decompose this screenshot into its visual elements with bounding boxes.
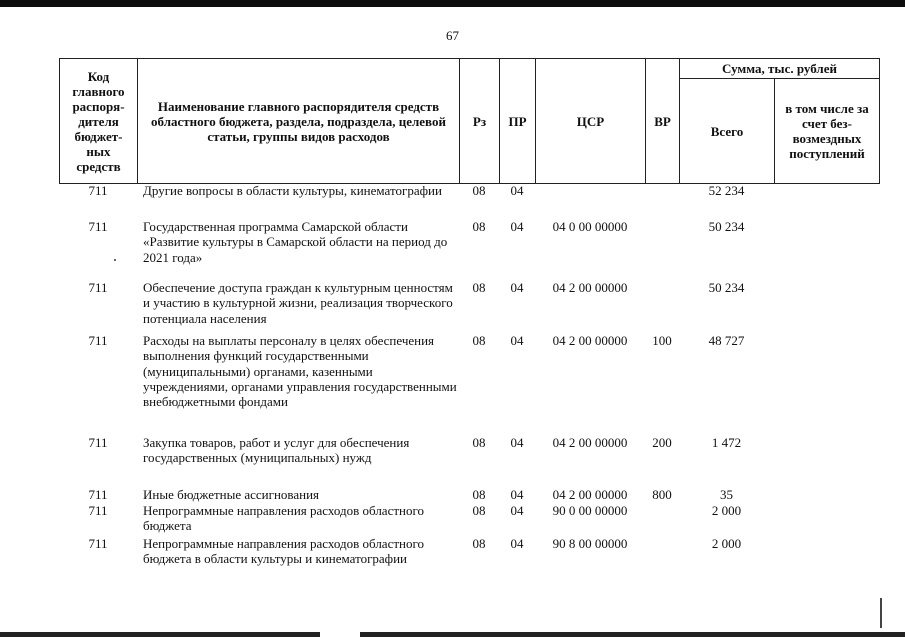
row-total: 2 000 bbox=[711, 503, 742, 518]
scan-edge-mark bbox=[880, 598, 882, 628]
row-rz: 08 bbox=[472, 280, 486, 295]
row-name: Расходы на выплаты персоналу в целях обеспечения выполнения функций государственными (муниципальными) органами, казенными учреждениями, органами управления государственными внебюджетными фондами bbox=[143, 333, 457, 410]
table-row bbox=[59, 183, 879, 219]
row-pr: 04 bbox=[510, 435, 524, 450]
table-row bbox=[59, 487, 879, 503]
row-csr: 04 2 00 00000 bbox=[552, 435, 628, 450]
row-csr: 04 2 00 00000 bbox=[552, 280, 628, 295]
header-rz: Рз bbox=[460, 59, 500, 184]
row-rz: 08 bbox=[472, 487, 486, 502]
row-pr: 04 bbox=[510, 536, 524, 551]
header-vr: ВР bbox=[646, 59, 680, 184]
row-code: 711 bbox=[88, 183, 108, 198]
row-vr: 800 bbox=[652, 487, 672, 502]
row-csr: 90 8 00 00000 bbox=[552, 536, 628, 551]
table-row bbox=[59, 333, 879, 435]
scan-speck bbox=[114, 259, 116, 261]
header-name: Наименование главного распорядителя средств областного бюджета, раздела, подраздела, целевой статьи, группы видов расходов bbox=[138, 59, 460, 184]
header-total: Всего bbox=[680, 79, 775, 184]
row-name: Непрограммные направления расходов областного бюджета bbox=[143, 503, 424, 534]
row-name: Обеспечение доступа граждан к культурным ценностям и участию в культурной жизни, реализация творческого потенциала населения bbox=[143, 280, 453, 326]
row-code: 711 bbox=[88, 435, 108, 450]
row-total: 1 472 bbox=[711, 435, 742, 450]
row-vr: 200 bbox=[652, 435, 672, 450]
row-total: 35 bbox=[720, 487, 733, 502]
row-csr: 04 2 00 00000 bbox=[552, 333, 628, 348]
table-row bbox=[59, 219, 879, 280]
row-pr: 04 bbox=[510, 219, 524, 234]
row-rz: 08 bbox=[472, 536, 486, 551]
row-name: Закупка товаров, работ и услуг для обеспечения государственных (муниципальных) нужд bbox=[143, 435, 410, 466]
table-row bbox=[59, 536, 879, 584]
row-total: 2 000 bbox=[711, 536, 742, 551]
table-row bbox=[59, 280, 879, 333]
row-csr: 04 0 00 00000 bbox=[552, 219, 628, 234]
row-total: 50 234 bbox=[708, 280, 745, 295]
row-code: 711 bbox=[88, 487, 108, 502]
row-code: 711 bbox=[88, 503, 108, 518]
header-free: в том числе за счет без-возмездных поступлений bbox=[775, 79, 880, 184]
row-pr: 04 bbox=[510, 487, 524, 502]
table-body bbox=[59, 183, 879, 584]
row-vr: 100 bbox=[652, 333, 672, 348]
row-pr: 04 bbox=[510, 333, 524, 348]
header-code: Код главного распоря-дителя бюджет-ных средств bbox=[60, 59, 138, 184]
row-rz: 08 bbox=[472, 219, 486, 234]
header-pr: ПР bbox=[500, 59, 536, 184]
row-pr: 04 bbox=[510, 503, 524, 518]
top-border-bar bbox=[0, 0, 905, 7]
row-name: Иные бюджетные ассигнования bbox=[143, 487, 320, 502]
row-code: 711 bbox=[88, 333, 108, 348]
row-code: 711 bbox=[88, 536, 108, 551]
row-pr: 04 bbox=[510, 183, 524, 198]
header-sum: Сумма, тыс. рублей bbox=[680, 59, 880, 79]
row-code: 711 bbox=[88, 280, 108, 295]
bottom-bar-gap bbox=[320, 632, 360, 637]
table-row bbox=[59, 503, 879, 536]
page-number: 67 bbox=[446, 28, 459, 43]
row-total: 48 727 bbox=[708, 333, 745, 348]
row-total: 50 234 bbox=[708, 219, 745, 234]
bottom-border-bar bbox=[0, 632, 905, 637]
row-rz: 08 bbox=[472, 435, 486, 450]
row-rz: 08 bbox=[472, 503, 486, 518]
table-header bbox=[59, 58, 880, 184]
header-csr: ЦСР bbox=[536, 59, 646, 184]
row-name: Государственная программа Самарской области «Развитие культуры в Самарской области на период до 2021 года» bbox=[143, 219, 448, 265]
row-pr: 04 bbox=[510, 280, 524, 295]
row-rz: 08 bbox=[472, 183, 486, 198]
row-rz: 08 bbox=[472, 333, 486, 348]
row-total: 52 234 bbox=[708, 183, 745, 198]
row-csr: 90 0 00 00000 bbox=[552, 503, 628, 518]
row-name: Другие вопросы в области культуры, кинематографии bbox=[143, 183, 442, 198]
row-code: 711 bbox=[88, 219, 108, 234]
row-csr: 04 2 00 00000 bbox=[552, 487, 628, 502]
row-name: Непрограммные направления расходов областного бюджета в области культуры и кинематографии bbox=[143, 536, 424, 567]
table-row bbox=[59, 435, 879, 487]
